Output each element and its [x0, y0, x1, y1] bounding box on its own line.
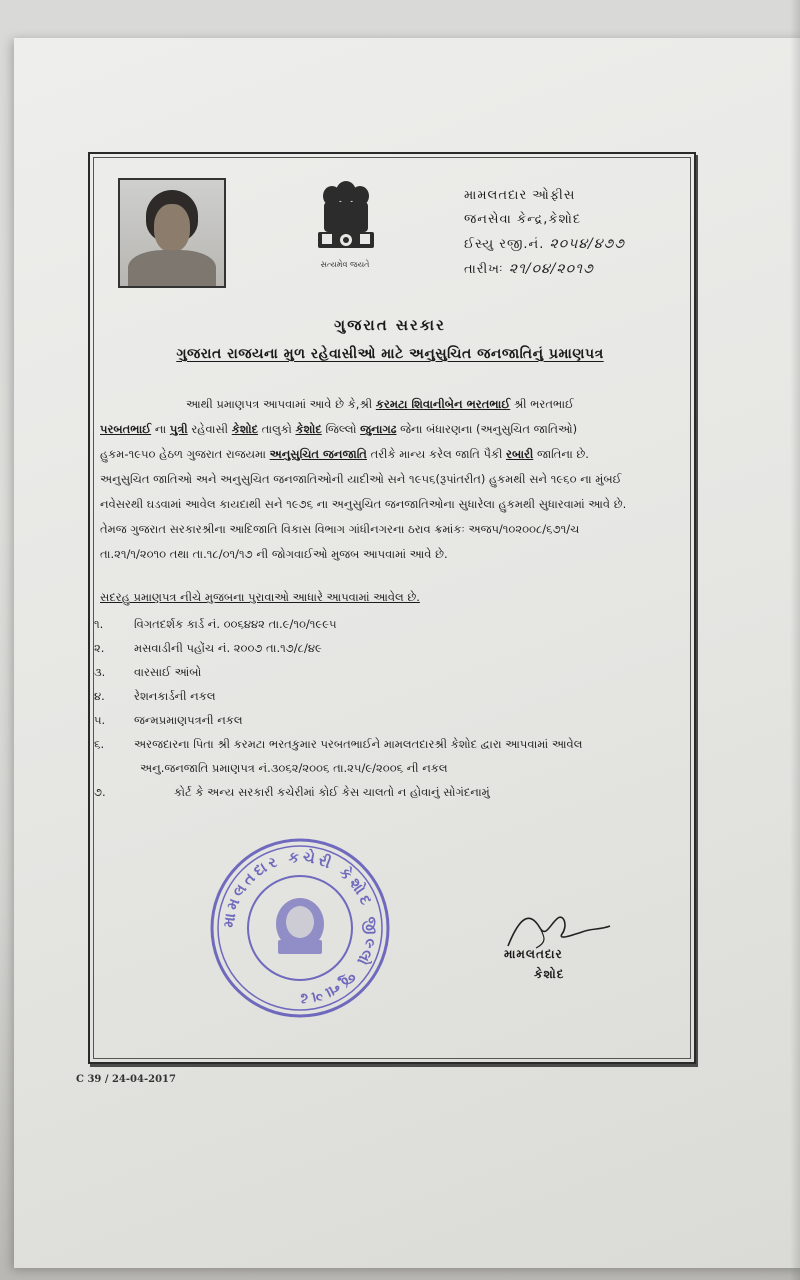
- list-item: [94, 612, 684, 636]
- list-text: કોર્ટ કે અન્ય સરકારી કચેરીમાં કોઈ કેસ ચાલતો ન હોવાનું સોગંદનામું: [174, 785, 490, 799]
- office-seal-stamp: [208, 836, 392, 1020]
- list-number: ૭.: [94, 785, 106, 799]
- signatory-place: કેશોદ: [534, 967, 565, 981]
- certificate-title: [88, 346, 692, 362]
- signatory-block: [504, 944, 564, 984]
- category: અનુસુચિત જનજાતિ: [269, 447, 367, 461]
- body-text: તાલુકો: [261, 422, 292, 436]
- body-text: રહેવાસી: [191, 422, 229, 436]
- list-item: [94, 708, 684, 732]
- list-item: [94, 780, 684, 804]
- list-number: ૩.: [94, 665, 106, 679]
- applicant-name: કરમટા શિવાનીબેન ભરતભાઈ: [375, 397, 511, 411]
- office-block: [464, 184, 625, 282]
- taluka-name: કેશોદ: [295, 422, 322, 436]
- paper-shadow: [790, 0, 800, 1280]
- body-line-4: અનુસુચિત જાતિઓ અને અનુસુચિત જનજાતિઓની યાદીઓ સને ૧૯૫૬(રૂપાંતરીત) હુકમથી સને ૧૯૬૦ ના મુંબઈ: [100, 472, 622, 486]
- list-item: [94, 684, 684, 708]
- date-value: ૨૧/૦૪/૨૦૧૭: [508, 261, 594, 277]
- body-text: હુકમ-૧૯૫૦ હેઠળ ગુજરાત રાજયમા: [100, 447, 266, 461]
- district-name: જુનાગઢ: [360, 422, 397, 436]
- office-center: જનસેવા કેન્દ્ર,કેશોદ: [464, 212, 582, 227]
- body-text: ના: [154, 422, 167, 436]
- body-text: તરીકે માન્ય કરેલ જાતિ પૈકી: [370, 447, 503, 461]
- list-text: અનુ.જનજાતિ પ્રમાણપત્ર નં.૩૦૬૨/૨૦૦૬ તા.૨૫/૯/૨૦૦૬ ની નકલ: [140, 761, 448, 775]
- body-text: શ્રી ભરતભાઈ: [513, 397, 574, 411]
- date-label: તારીખઃ: [464, 262, 504, 277]
- form-code: C 39 / 24-04-2017: [76, 1074, 176, 1085]
- signatory-title: મામલતદાર: [504, 947, 563, 961]
- list-item: [94, 660, 684, 684]
- proofs-list: [94, 612, 684, 804]
- list-text: મસવાડીની પહોંચ નં. ૨૦૦૭ તા.૧૭/૮/૪૯: [134, 641, 322, 655]
- body-line-7: તા.૨૧/૧/૨૦૧૦ તથા તા.૧૮/૦૧/૧૭ ની જોગવાઈઓ મુજબ આપવામાં આવે છે.: [100, 547, 448, 561]
- village-name: કેશોદ: [231, 422, 259, 436]
- applicant-photo: [118, 178, 226, 288]
- issue-line: [464, 232, 625, 257]
- list-text: રેશનકાર્ડની નકલ: [134, 689, 216, 703]
- office-name: મામલતદાર ઓફીસ: [464, 188, 576, 203]
- photo-body: [128, 250, 216, 288]
- certificate-title-text: ગુજરાત રાજયના મુળ રહેવાસીઓ માટે અનુસુચિત જનજાતિનું પ્રમાણપત્ર: [176, 346, 604, 362]
- body-line-3: [100, 442, 690, 467]
- list-text: વિગતદર્શક કાર્ડ નં. ૦૦૬૪૪૨ તા.૯/૧૦/૧૯૯૫: [134, 617, 337, 631]
- list-text: વારસાઈ આંબો: [134, 665, 202, 679]
- body-line-5: નવેસરથી ઘડવામાં આવેલ કાયદાથી સને ૧૯૭૬ ના અનુસુચિત જનજાતિઓના સુધારેલા હુકમથી સુધારવામાં આવે છે.: [100, 497, 627, 511]
- issue-number: ૨૦૫૪/૪૭૭: [549, 236, 625, 252]
- list-number: ૫.: [94, 713, 106, 727]
- government-title: ગુજરાત સરકાર: [334, 316, 446, 334]
- list-text: અરજદારના પિતા શ્રી કરમટા ભરતકુમાર પરબતભાઈને મામલતદારશ્રી કેશોદ દ્વારા આપવામાં આવેલ: [134, 737, 583, 751]
- list-item: [94, 732, 684, 756]
- issue-label: ઈસ્યુ રજી.નં.: [464, 237, 545, 252]
- body-line-2: [100, 417, 690, 442]
- list-item: [94, 756, 684, 780]
- emblem-motto: સત્યમેવ જયતે: [320, 260, 370, 269]
- body-text: જિલ્લો: [325, 422, 357, 436]
- list-number: ૨.: [94, 641, 105, 655]
- date-line: [464, 257, 625, 282]
- proofs-heading: સદરહુ પ્રમાણપત્ર નીચે મુજબના પુરાવાઓ આધારે આપવામાં આવેલ છે.: [100, 590, 420, 604]
- list-number: ૬.: [94, 737, 105, 751]
- caste-name: રબારી: [506, 447, 534, 461]
- body-line-6: તેમજ ગુજરાત સરકારશ્રીના આદિજાતિ વિકાસ વિભાગ ગાંધીનગરના ઠરાવ ક્રમાંકઃ અજપ/૧૦૨૦૦૮/૬૭૧/ચ: [100, 522, 580, 536]
- seal-text: મામલતદાર કચેરી કેશોદ જીલ્લો જુનાગઢ: [219, 847, 381, 1009]
- list-number: ૪.: [94, 689, 105, 703]
- body-text: જાતિના છે.: [536, 447, 589, 461]
- photo-face: [154, 204, 190, 252]
- certificate-body: [100, 392, 690, 567]
- list-item: [94, 636, 684, 660]
- father-name: પરબતભાઈ: [100, 422, 152, 436]
- body-line-1: [100, 392, 690, 417]
- list-text: જન્મપ્રમાણપત્રની નકલ: [134, 713, 243, 727]
- relation: પુત્રી: [169, 422, 188, 436]
- body-text: આથી પ્રમાણપત્ર આપવામાં આવે છે કે,શ્રી: [186, 397, 373, 411]
- list-number: ૧.: [94, 617, 104, 631]
- body-text: જેના બંધારણના (અનુસુચિત જાતિઓ): [400, 422, 578, 436]
